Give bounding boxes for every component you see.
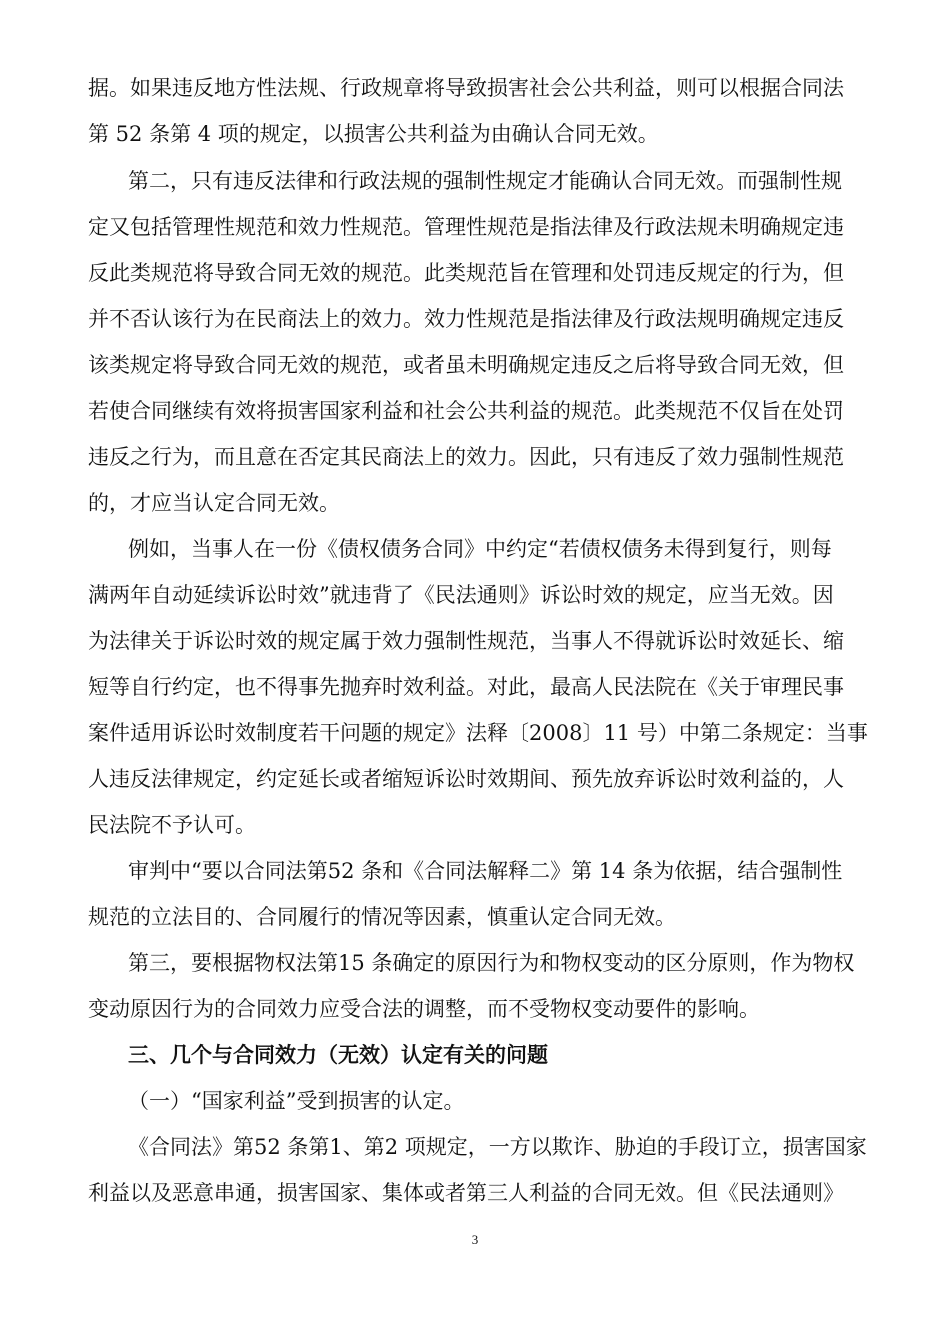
text-line-14: 短等自行约定，也不得事先抛弃时效利益。对此，最高人民法院在《关于审理民事 [88, 675, 844, 699]
text-line-25: 利益以及恶意串通，损害国家、集体或者第三人利益的合同无效。但《民法通则》 [88, 1181, 844, 1205]
text-line-2: 第 52 条第 4 项的规定，以损害公共利益为由确认合同无效。 [88, 122, 659, 146]
paragraph-example-start: 例如，当事人在一份《债权债务合同》中约定“若债权债务未得到复行，则每 [128, 537, 832, 561]
text-line-5: 反此类规范将导致合同无效的规范。此类规范旨在管理和处罚违反规定的行为，但 [88, 261, 844, 285]
subsection-heading: （一）“国家利益”受到损害的认定。 [128, 1089, 465, 1113]
text-line-4: 定又包括管理性规范和效力性规范。管理性规范是指法律及行政法规未明确规定违 [88, 215, 844, 239]
text-line-17: 民法院不予认可。 [88, 813, 256, 837]
text-line-19: 规范的立法目的、合同履行的情况等因素，慎重认定合同无效。 [88, 905, 676, 929]
paragraph-second-start: 第二，只有违反法律和行政法规的强制性规定才能确认合同无效。而强制性规 [128, 169, 842, 193]
text-line-7: 该类规定将导致合同无效的规范，或者虽未明确规定违反之后将导致合同无效，但 [88, 353, 844, 377]
text-line-8: 若使合同继续有效将损害国家利益和社会公共利益的规范。此类规范不仅旨在处罚 [88, 399, 844, 423]
section-heading: 三、几个与合同效力（无效）认定有关的问题 [128, 1043, 548, 1067]
page-number: 3 [471, 1232, 479, 1247]
text-line-15: 案件适用诉讼时效制度若干问题的规定》法释〔2008〕11 号）中第二条规定：当事 [88, 721, 868, 745]
text-line-9: 违反之行为，而且意在否定其民商法上的效力。因此，只有违反了效力强制性规范 [88, 445, 844, 469]
paragraph-third-start: 第三，要根据物权法第15 条确定的原因行为和物权变动的区分原则，作为物权 [128, 951, 855, 975]
text-line-1: 据。如果违反地方性法规、行政规章将导致损害社会公共利益，则可以根据合同法 [88, 76, 844, 100]
text-line-21: 变动原因行为的合同效力应受合法的调整，而不受物权变动要件的影响。 [88, 997, 760, 1021]
text-line-6: 并不否认该行为在民商法上的效力。效力性规范是指法律及行政法规明确规定违反 [88, 307, 844, 331]
text-line-16: 人违反法律规定，约定延长或者缩短诉讼时效期间、预先放弃诉讼时效利益的，人 [88, 767, 844, 791]
paragraph-trial-start: 审判中“要以合同法第52 条和《合同法解释二》第 14 条为依据，结合强制性 [128, 859, 843, 883]
paragraph-contract-law-start: 《合同法》第52 条第1、第2 项规定，一方以欺诈、胁迫的手段订立，损害国家 [128, 1135, 867, 1159]
text-line-13: 为法律关于诉讼时效的规定属于效力强制性规范，当事人不得就诉讼时效延长、缩 [88, 629, 844, 653]
text-line-12: 满两年自动延续诉讼时效”就违背了《民法通则》诉讼时效的规定，应当无效。因 [88, 583, 834, 607]
text-line-10: 的，才应当认定合同无效。 [88, 491, 340, 515]
